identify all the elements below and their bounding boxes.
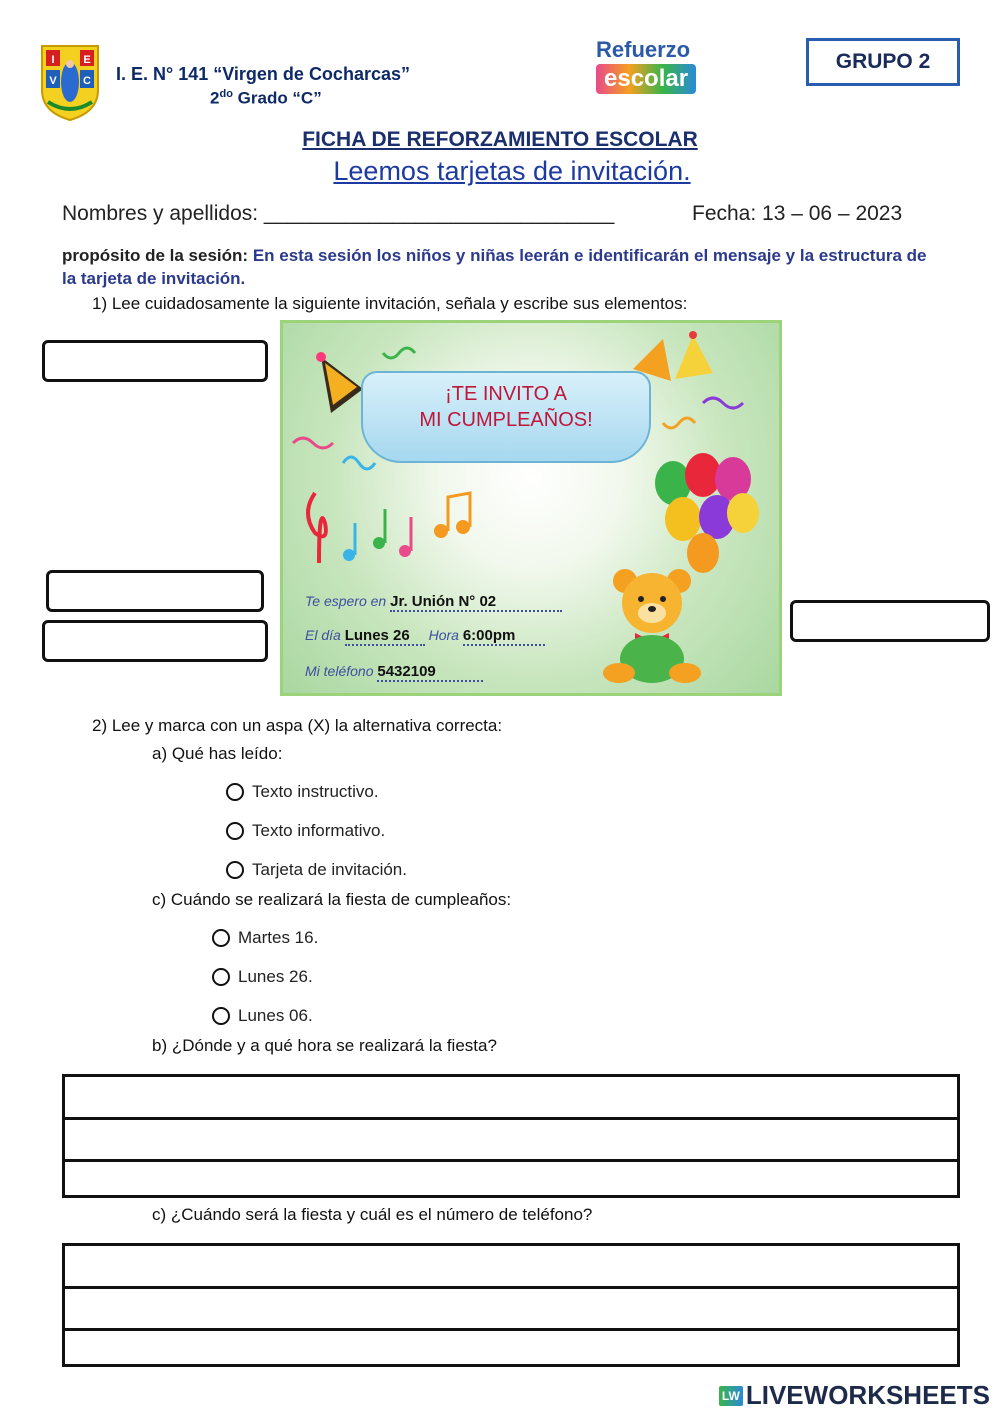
invitation-day-value: Lunes 26: [344, 627, 410, 644]
option-c-3[interactable]: Lunes 06.: [212, 1006, 313, 1026]
invitation-card: [280, 320, 782, 696]
invitation-headline: [379, 381, 633, 433]
radio-circle-icon[interactable]: [226, 822, 244, 840]
crest-letter: V: [49, 75, 57, 87]
teddy-bear-icon: [599, 563, 709, 687]
radio-circle-icon[interactable]: [226, 861, 244, 879]
headline-line-2: MI CUMPLEAÑOS!: [419, 409, 593, 431]
group-badge: GRUPO 2: [806, 38, 960, 86]
liveworksheets-mark-icon: LW: [719, 1386, 743, 1406]
option-a-3[interactable]: Tarjeta de invitación.: [226, 860, 407, 880]
invitation-phone-value: 5432109: [377, 663, 436, 680]
brand-bottom-text: escolar: [596, 64, 696, 94]
worksheet-title: FICHA DE REFORZAMIENTO ESCOLAR: [302, 128, 698, 151]
headline-line-1: ¡TE INVITO A: [445, 383, 567, 405]
radio-circle-icon[interactable]: [212, 1007, 230, 1025]
school-name: I. E. N° 141 “Virgen de Cocharcas”: [116, 64, 410, 84]
answer-line[interactable]: [65, 1117, 957, 1159]
music-notes-icon: [295, 473, 475, 573]
school-crest-icon: [38, 42, 102, 122]
liveworksheets-text: LIVEWORKSHEETS: [745, 1380, 990, 1410]
element-answer-box-title[interactable]: [42, 340, 268, 382]
invitation-place-value: Jr. Unión N° 02: [390, 593, 497, 610]
invitation-place-line: Te espero en Jr. Unión N° 02: [305, 593, 562, 612]
question-2c-phone: c) ¿Cuándo será la fiesta y cuál es el número de teléfono?: [152, 1205, 593, 1224]
element-answer-box-place[interactable]: [46, 570, 264, 612]
invitation-phone-line: Mi teléfono 5432109: [305, 663, 483, 682]
purpose-text: En esta sesión los niños y niñas leerán e identificarán el mensaje y la estructura de la tarjeta de invitación.: [62, 246, 927, 288]
element-answer-box-date[interactable]: [42, 620, 268, 662]
radio-circle-icon[interactable]: [226, 783, 244, 801]
names-field[interactable]: Nombres y apellidos: ______________________________: [62, 202, 615, 225]
invitation-hour-value: 6:00pm: [462, 627, 516, 644]
answer-line[interactable]: [65, 1159, 957, 1201]
question-2c-when: c) Cuándo se realizará la fiesta de cumpleaños:: [152, 890, 512, 909]
purpose-label: propósito de la sesión:: [62, 246, 253, 265]
grade-label: $2^{do}$ Grado “C”: [210, 88, 322, 108]
option-a-1[interactable]: Texto instructivo.: [226, 782, 379, 802]
answer-line[interactable]: [65, 1328, 957, 1370]
crest-letter: I: [51, 54, 55, 66]
liveworksheets-logo: [719, 1380, 990, 1411]
option-a-2[interactable]: Texto informativo.: [226, 821, 385, 841]
answer-line[interactable]: [65, 1286, 957, 1328]
crest-letter: E: [83, 54, 91, 66]
question-1: 1) Lee cuidadosamente la siguiente invitación, señala y escribe sus elementos:: [92, 294, 688, 313]
answer-line[interactable]: [65, 1246, 957, 1286]
radio-circle-icon[interactable]: [212, 929, 230, 947]
answer-line[interactable]: [65, 1077, 957, 1117]
question-2a: a) Qué has leído:: [152, 744, 283, 763]
answer-box-where-when[interactable]: [62, 1074, 960, 1198]
session-purpose: [62, 244, 942, 290]
refuerzo-escolar-logo: [596, 38, 736, 98]
radio-circle-icon[interactable]: [212, 968, 230, 986]
brand-top-text: Refuerzo: [596, 37, 691, 62]
answer-box-date-phone[interactable]: [62, 1243, 960, 1367]
question-2: 2) Lee y marca con un aspa (X) la alternativa correcta:: [92, 716, 503, 735]
date-label: Fecha: 13 – 06 – 2023: [692, 202, 903, 225]
invitation-date-line: El día Lunes 26 Hora 6:00pm: [305, 627, 545, 646]
worksheet-subtitle: Leemos tarjetas de invitación.: [333, 156, 691, 186]
element-answer-box-sender[interactable]: [790, 600, 990, 642]
option-c-1[interactable]: Martes 16.: [212, 928, 318, 948]
crest-letter: C: [83, 75, 91, 87]
option-c-2[interactable]: Lunes 26.: [212, 967, 313, 987]
question-2b: b) ¿Dónde y a qué hora se realizará la fiesta?: [152, 1036, 497, 1055]
